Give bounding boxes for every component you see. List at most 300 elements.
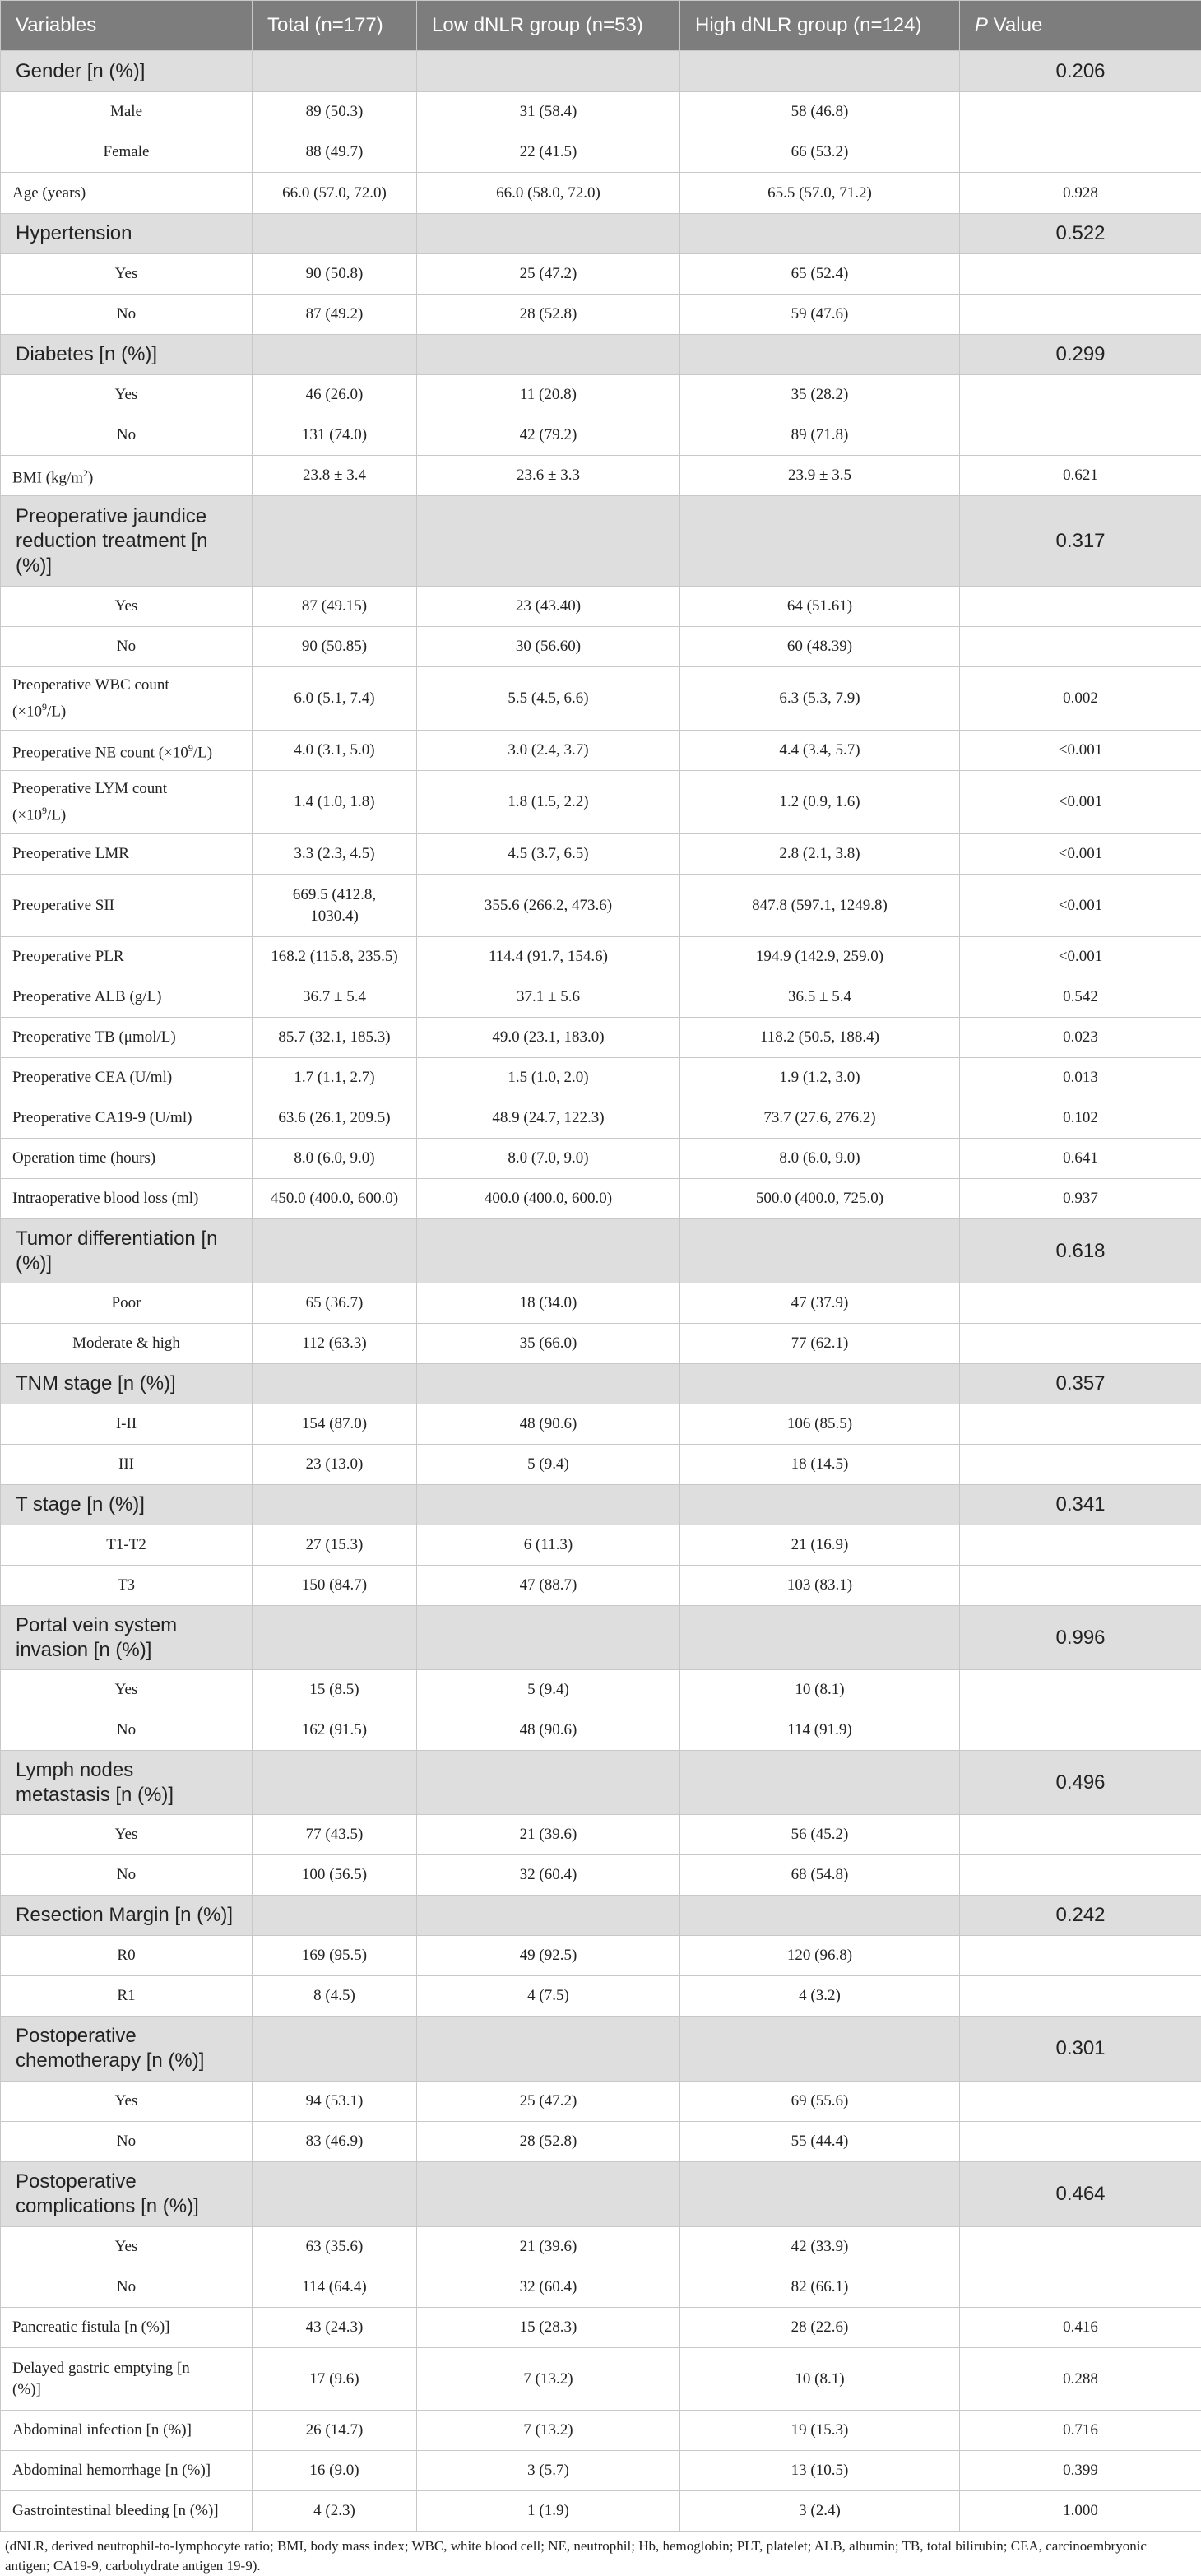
- high-dnlr-cell: [680, 214, 960, 254]
- total-cell: 3.3 (2.3, 4.5): [253, 834, 417, 875]
- p-value-cell: 0.242: [960, 1896, 1201, 1936]
- table-row: [1, 456, 1201, 496]
- high-dnlr-cell: 118.2 (50.5, 188.4): [680, 1018, 960, 1058]
- low-dnlr-cell: 31 (58.4): [417, 92, 680, 132]
- low-dnlr-cell: 30 (56.60): [417, 627, 680, 667]
- category-label: [1, 1219, 253, 1283]
- table-row: [1, 627, 1201, 667]
- high-dnlr-cell: 4 (3.2): [680, 1976, 960, 2017]
- label-text: Operation time (hours): [12, 1149, 155, 1167]
- high-dnlr-cell: 114 (91.9): [680, 1710, 960, 1751]
- table-row: [1, 1404, 1201, 1445]
- header-row: [1, 1, 1201, 51]
- p-value-cell: 0.013: [960, 1058, 1201, 1098]
- table-row: [1, 2308, 1201, 2348]
- high-dnlr-cell: 21 (16.9): [680, 1525, 960, 1566]
- high-dnlr-cell: 13 (10.5): [680, 2451, 960, 2491]
- high-dnlr-cell: [680, 1219, 960, 1283]
- total-cell: 87 (49.15): [253, 587, 417, 627]
- total-cell: 1.7 (1.1, 2.7): [253, 1058, 417, 1098]
- table-row: [1, 1936, 1201, 1976]
- low-dnlr-cell: [417, 1896, 680, 1936]
- label-text: Tumor differentiation [n (%)]: [16, 1228, 217, 1274]
- p-value-cell: [960, 2267, 1201, 2308]
- high-dnlr-cell: 8.0 (6.0, 9.0): [680, 1139, 960, 1179]
- low-dnlr-cell: 5.5 (4.5, 6.6): [417, 667, 680, 731]
- p-value-cell: [960, 1283, 1201, 1324]
- label-text: Yes: [115, 2092, 138, 2110]
- high-dnlr-cell: 35 (28.2): [680, 375, 960, 415]
- label-text: Preoperative SII: [12, 897, 114, 914]
- label-suffix: ): [88, 469, 93, 486]
- high-dnlr-cell: 36.5 ± 5.4: [680, 977, 960, 1018]
- table-row: [1, 1710, 1201, 1751]
- high-dnlr-cell: 42 (33.9): [680, 2227, 960, 2267]
- total-cell: 63.6 (26.1, 209.5): [253, 1098, 417, 1139]
- p-value-cell: 0.496: [960, 1751, 1201, 1815]
- p-value-cell: 0.618: [960, 1219, 1201, 1283]
- table-row: [1, 1324, 1201, 1364]
- category-row: [1, 2162, 1201, 2227]
- label-text: No: [117, 2133, 136, 2150]
- variable-label: [1, 1566, 253, 1606]
- total-cell: [253, 1485, 417, 1525]
- variable-label: [1, 977, 253, 1018]
- category-row: [1, 214, 1201, 254]
- total-cell: 63 (35.6): [253, 2227, 417, 2267]
- total-cell: 94 (53.1): [253, 2082, 417, 2122]
- label-text: Lymph nodes metastasis [n (%)]: [16, 1759, 174, 1806]
- high-dnlr-cell: 194.9 (142.9, 259.0): [680, 937, 960, 977]
- label-text: Diabetes [n (%)]: [16, 343, 157, 365]
- variable-label: [1, 2122, 253, 2162]
- table-row: [1, 2451, 1201, 2491]
- total-cell: 23.8 ± 3.4: [253, 456, 417, 496]
- p-value-cell: [960, 1670, 1201, 1710]
- table-row: [1, 937, 1201, 977]
- low-dnlr-cell: 23.6 ± 3.3: [417, 456, 680, 496]
- low-dnlr-cell: [417, 1606, 680, 1670]
- total-cell: 85.7 (32.1, 185.3): [253, 1018, 417, 1058]
- variable-label: [1, 1855, 253, 1896]
- variable-label: [1, 2308, 253, 2348]
- table-body: [1, 51, 1201, 2532]
- low-dnlr-cell: 49.0 (23.1, 183.0): [417, 1018, 680, 1058]
- variable-label: [1, 1058, 253, 1098]
- p-value-cell: 0.357: [960, 1364, 1201, 1404]
- label-suffix: /L): [47, 806, 66, 824]
- low-dnlr-cell: [417, 51, 680, 92]
- variable-label: [1, 1139, 253, 1179]
- high-dnlr-cell: [680, 335, 960, 375]
- table-row: [1, 2491, 1201, 2532]
- label-superscript: 9: [188, 742, 193, 754]
- total-cell: [253, 496, 417, 587]
- low-dnlr-cell: 5 (9.4): [417, 1445, 680, 1485]
- total-cell: 8.0 (6.0, 9.0): [253, 1139, 417, 1179]
- label-text: Portal vein system invasion [n (%)]: [16, 1614, 177, 1661]
- label-text: III: [118, 1455, 134, 1473]
- p-value-cell: <0.001: [960, 875, 1201, 937]
- total-cell: 100 (56.5): [253, 1855, 417, 1896]
- table-row: [1, 92, 1201, 132]
- total-cell: 83 (46.9): [253, 2122, 417, 2162]
- category-row: [1, 51, 1201, 92]
- p-value-cell: 0.716: [960, 2411, 1201, 2451]
- low-dnlr-cell: [417, 1485, 680, 1525]
- p-value-cell: [960, 2227, 1201, 2267]
- label-text: Female: [104, 143, 150, 160]
- low-dnlr-cell: 1 (1.9): [417, 2491, 680, 2532]
- variable-label: [1, 2267, 253, 2308]
- total-cell: 4.0 (3.1, 5.0): [253, 731, 417, 771]
- label-text: Postoperative chemotherapy [n (%)]: [16, 2025, 204, 2072]
- variable-label: [1, 667, 253, 731]
- total-cell: 1.4 (1.0, 1.8): [253, 771, 417, 834]
- p-value-cell: [960, 1815, 1201, 1855]
- total-cell: 4 (2.3): [253, 2491, 417, 2532]
- total-cell: [253, 1896, 417, 1936]
- table-row: [1, 1018, 1201, 1058]
- label-text: Yes: [115, 2238, 138, 2255]
- high-dnlr-cell: 4.4 (3.4, 5.7): [680, 731, 960, 771]
- category-label: [1, 2017, 253, 2082]
- variable-label: [1, 587, 253, 627]
- p-value-cell: 0.464: [960, 2162, 1201, 2227]
- total-cell: 23 (13.0): [253, 1445, 417, 1485]
- low-dnlr-cell: 6 (11.3): [417, 1525, 680, 1566]
- label-text: Yes: [115, 1681, 138, 1698]
- variable-label: [1, 1936, 253, 1976]
- high-dnlr-cell: 65.5 (57.0, 71.2): [680, 173, 960, 214]
- label-text: Yes: [115, 597, 138, 615]
- variable-label: [1, 2451, 253, 2491]
- variable-label: [1, 415, 253, 456]
- high-dnlr-cell: [680, 1364, 960, 1404]
- header-total: Total (n=177): [253, 1, 417, 51]
- label-text: No: [117, 1721, 136, 1738]
- table-row: [1, 1179, 1201, 1219]
- category-label: [1, 335, 253, 375]
- p-value-cell: 0.288: [960, 2348, 1201, 2411]
- label-text: Pancreatic fistula [n (%)]: [12, 2318, 170, 2336]
- p-value-cell: [960, 2082, 1201, 2122]
- high-dnlr-cell: 120 (96.8): [680, 1936, 960, 1976]
- label-text: No: [117, 426, 136, 443]
- total-cell: 112 (63.3): [253, 1324, 417, 1364]
- label-text: Intraoperative blood loss (ml): [12, 1190, 198, 1207]
- variable-label: [1, 834, 253, 875]
- total-cell: 162 (91.5): [253, 1710, 417, 1751]
- p-value-cell: [960, 295, 1201, 335]
- high-dnlr-cell: 28 (22.6): [680, 2308, 960, 2348]
- high-dnlr-cell: [680, 1606, 960, 1670]
- high-dnlr-cell: 58 (46.8): [680, 92, 960, 132]
- table-row: [1, 1098, 1201, 1139]
- total-cell: 154 (87.0): [253, 1404, 417, 1445]
- p-value-cell: [960, 92, 1201, 132]
- label-suffix: /L): [47, 703, 66, 720]
- variable-label: [1, 1525, 253, 1566]
- label-text: Preoperative PLR: [12, 948, 124, 965]
- total-cell: 114 (64.4): [253, 2267, 417, 2308]
- high-dnlr-cell: 56 (45.2): [680, 1815, 960, 1855]
- table-row: [1, 132, 1201, 173]
- p-value-cell: [960, 132, 1201, 173]
- low-dnlr-cell: 21 (39.6): [417, 2227, 680, 2267]
- variable-label: [1, 173, 253, 214]
- table-row: [1, 2348, 1201, 2411]
- high-dnlr-cell: 18 (14.5): [680, 1445, 960, 1485]
- total-cell: [253, 2017, 417, 2082]
- high-dnlr-cell: 64 (51.61): [680, 587, 960, 627]
- variable-label: [1, 2411, 253, 2451]
- total-cell: 131 (74.0): [253, 415, 417, 456]
- p-value-cell: [960, 1404, 1201, 1445]
- variable-label: [1, 1324, 253, 1364]
- variable-label: [1, 456, 253, 496]
- table-row: [1, 1976, 1201, 2017]
- label-suffix: /L): [193, 744, 212, 761]
- low-dnlr-cell: 21 (39.6): [417, 1815, 680, 1855]
- p-value-cell: [960, 1525, 1201, 1566]
- high-dnlr-cell: 6.3 (5.3, 7.9): [680, 667, 960, 731]
- total-cell: 43 (24.3): [253, 2308, 417, 2348]
- variable-label: [1, 375, 253, 415]
- category-row: [1, 335, 1201, 375]
- low-dnlr-cell: 7 (13.2): [417, 2411, 680, 2451]
- low-dnlr-cell: 37.1 ± 5.6: [417, 977, 680, 1018]
- variable-label: [1, 1179, 253, 1219]
- p-value-cell: 0.023: [960, 1018, 1201, 1058]
- low-dnlr-cell: 15 (28.3): [417, 2308, 680, 2348]
- low-dnlr-cell: 28 (52.8): [417, 295, 680, 335]
- header-p-italic: P: [975, 14, 988, 36]
- category-label: [1, 1751, 253, 1815]
- p-value-cell: 0.341: [960, 1485, 1201, 1525]
- high-dnlr-cell: 500.0 (400.0, 725.0): [680, 1179, 960, 1219]
- high-dnlr-cell: [680, 2017, 960, 2082]
- low-dnlr-cell: 48 (90.6): [417, 1710, 680, 1751]
- low-dnlr-cell: [417, 2162, 680, 2227]
- high-dnlr-cell: 82 (66.1): [680, 2267, 960, 2308]
- variable-label: [1, 1098, 253, 1139]
- total-cell: [253, 2162, 417, 2227]
- label-text: Preoperative jaundice reduction treatment [n (%)]: [16, 505, 207, 577]
- total-cell: [253, 1364, 417, 1404]
- label-text: BMI (kg/m: [12, 469, 83, 486]
- p-value-cell: [960, 1324, 1201, 1364]
- label-text: Yes: [115, 386, 138, 403]
- low-dnlr-cell: 25 (47.2): [417, 2082, 680, 2122]
- low-dnlr-cell: [417, 496, 680, 587]
- p-value-cell: [960, 587, 1201, 627]
- p-value-cell: 0.641: [960, 1139, 1201, 1179]
- low-dnlr-cell: 7 (13.2): [417, 2348, 680, 2411]
- label-text: Gender [n (%)]: [16, 60, 145, 82]
- high-dnlr-cell: 68 (54.8): [680, 1855, 960, 1896]
- header-low-dnlr: Low dNLR group (n=53): [417, 1, 680, 51]
- header-p-rest: Value: [988, 14, 1042, 36]
- variable-label: [1, 254, 253, 295]
- high-dnlr-cell: 69 (55.6): [680, 2082, 960, 2122]
- table-row: [1, 1283, 1201, 1324]
- label-text: Preoperative LYM count (×10: [12, 780, 167, 824]
- variable-label: [1, 1445, 253, 1485]
- category-row: [1, 1485, 1201, 1525]
- p-value-cell: 0.996: [960, 1606, 1201, 1670]
- label-text: Preoperative CA19-9 (U/ml): [12, 1109, 192, 1126]
- variable-label: [1, 2348, 253, 2411]
- total-cell: 90 (50.8): [253, 254, 417, 295]
- p-value-cell: 0.299: [960, 335, 1201, 375]
- table-row: [1, 173, 1201, 214]
- low-dnlr-cell: 32 (60.4): [417, 2267, 680, 2308]
- variable-label: [1, 1670, 253, 1710]
- low-dnlr-cell: [417, 2017, 680, 2082]
- high-dnlr-cell: 60 (48.39): [680, 627, 960, 667]
- category-label: [1, 51, 253, 92]
- total-cell: 26 (14.7): [253, 2411, 417, 2451]
- total-cell: [253, 335, 417, 375]
- p-value-cell: 0.937: [960, 1179, 1201, 1219]
- low-dnlr-cell: [417, 335, 680, 375]
- total-cell: 36.7 ± 5.4: [253, 977, 417, 1018]
- low-dnlr-cell: 1.5 (1.0, 2.0): [417, 1058, 680, 1098]
- category-label: [1, 1485, 253, 1525]
- total-cell: 89 (50.3): [253, 92, 417, 132]
- p-value-cell: [960, 375, 1201, 415]
- label-text: Preoperative WBC count (×10: [12, 676, 169, 720]
- low-dnlr-cell: 49 (92.5): [417, 1936, 680, 1976]
- low-dnlr-cell: 42 (79.2): [417, 415, 680, 456]
- table-row: [1, 1670, 1201, 1710]
- label-text: Preoperative ALB (g/L): [12, 988, 162, 1005]
- p-value-cell: [960, 1855, 1201, 1896]
- low-dnlr-cell: 114.4 (91.7, 154.6): [417, 937, 680, 977]
- table-row: [1, 1855, 1201, 1896]
- label-text: No: [117, 2278, 136, 2295]
- table-footnote: (dNLR, derived neutrophil-to-lymphocyte ratio; BMI, body mass index; WBC, white blood cell; NE, neutrophil; Hb, hemoglobin; PLT, platelet; ALB, albumin; TB, total bilirubin; CEA, carcinoembryonic antigen; CA19-9, carbohydrate antigen 19-9).: [0, 2532, 1201, 2576]
- label-text: Preoperative NE count (×10: [12, 744, 188, 761]
- total-cell: 27 (15.3): [253, 1525, 417, 1566]
- low-dnlr-cell: 5 (9.4): [417, 1670, 680, 1710]
- variable-label: [1, 92, 253, 132]
- low-dnlr-cell: 28 (52.8): [417, 2122, 680, 2162]
- total-cell: 88 (49.7): [253, 132, 417, 173]
- p-value-cell: <0.001: [960, 731, 1201, 771]
- table-row: [1, 1566, 1201, 1606]
- table-row: [1, 2122, 1201, 2162]
- high-dnlr-cell: [680, 496, 960, 587]
- label-superscript: 9: [42, 805, 47, 816]
- label-text: Preoperative CEA (U/ml): [12, 1069, 172, 1086]
- variable-label: [1, 1976, 253, 2017]
- low-dnlr-cell: 4 (7.5): [417, 1976, 680, 2017]
- p-value-cell: 0.416: [960, 2308, 1201, 2348]
- header-high-dnlr: High dNLR group (n=124): [680, 1, 960, 51]
- total-cell: [253, 51, 417, 92]
- total-cell: 150 (84.7): [253, 1566, 417, 1606]
- table-row: [1, 1139, 1201, 1179]
- category-row: [1, 1751, 1201, 1815]
- header-variables: Variables: [1, 1, 253, 51]
- high-dnlr-cell: 19 (15.3): [680, 2411, 960, 2451]
- p-value-cell: 0.102: [960, 1098, 1201, 1139]
- category-label: [1, 496, 253, 587]
- p-value-cell: 0.206: [960, 51, 1201, 92]
- table-row: [1, 834, 1201, 875]
- header-p-value: [960, 1, 1201, 51]
- low-dnlr-cell: 47 (88.7): [417, 1566, 680, 1606]
- p-value-cell: 1.000: [960, 2491, 1201, 2532]
- low-dnlr-cell: 400.0 (400.0, 600.0): [417, 1179, 680, 1219]
- total-cell: 77 (43.5): [253, 1815, 417, 1855]
- high-dnlr-cell: 847.8 (597.1, 1249.8): [680, 875, 960, 937]
- high-dnlr-cell: 77 (62.1): [680, 1324, 960, 1364]
- table-row: [1, 295, 1201, 335]
- table-row: [1, 2267, 1201, 2308]
- p-value-cell: 0.301: [960, 2017, 1201, 2082]
- p-value-cell: 0.928: [960, 173, 1201, 214]
- table-row: [1, 731, 1201, 771]
- p-value-cell: [960, 1710, 1201, 1751]
- table-row: [1, 667, 1201, 731]
- label-text: Abdominal infection [n (%)]: [12, 2421, 192, 2439]
- variable-label: [1, 1815, 253, 1855]
- high-dnlr-cell: 1.2 (0.9, 1.6): [680, 771, 960, 834]
- p-value-cell: <0.001: [960, 937, 1201, 977]
- variable-label: [1, 2082, 253, 2122]
- total-cell: 90 (50.85): [253, 627, 417, 667]
- high-dnlr-cell: 2.8 (2.1, 3.8): [680, 834, 960, 875]
- table-row: [1, 375, 1201, 415]
- low-dnlr-cell: 1.8 (1.5, 2.2): [417, 771, 680, 834]
- high-dnlr-cell: 59 (47.6): [680, 295, 960, 335]
- low-dnlr-cell: 8.0 (7.0, 9.0): [417, 1139, 680, 1179]
- low-dnlr-cell: [417, 1219, 680, 1283]
- variable-label: [1, 771, 253, 834]
- low-dnlr-cell: 48 (90.6): [417, 1404, 680, 1445]
- label-text: Yes: [115, 265, 138, 282]
- table-row: [1, 2227, 1201, 2267]
- table-row: [1, 1058, 1201, 1098]
- table-row: [1, 1815, 1201, 1855]
- category-row: [1, 1606, 1201, 1670]
- p-value-cell: 0.399: [960, 2451, 1201, 2491]
- total-cell: [253, 214, 417, 254]
- label-text: Abdominal hemorrhage [n (%)]: [12, 2462, 211, 2479]
- label-superscript: 2: [83, 467, 88, 479]
- low-dnlr-cell: 18 (34.0): [417, 1283, 680, 1324]
- category-row: [1, 496, 1201, 587]
- p-value-cell: [960, 415, 1201, 456]
- label-text: Postoperative complications [n (%)]: [16, 2170, 199, 2217]
- low-dnlr-cell: 3 (5.7): [417, 2451, 680, 2491]
- low-dnlr-cell: 22 (41.5): [417, 132, 680, 173]
- label-superscript: 9: [42, 701, 47, 712]
- category-label: [1, 1606, 253, 1670]
- label-text: No: [117, 305, 136, 323]
- p-value-cell: 0.522: [960, 214, 1201, 254]
- label-text: Male: [110, 103, 142, 120]
- p-value-cell: [960, 1445, 1201, 1485]
- p-value-cell: [960, 1566, 1201, 1606]
- variable-label: [1, 1710, 253, 1751]
- low-dnlr-cell: 32 (60.4): [417, 1855, 680, 1896]
- variable-label: [1, 2491, 253, 2532]
- low-dnlr-cell: 35 (66.0): [417, 1324, 680, 1364]
